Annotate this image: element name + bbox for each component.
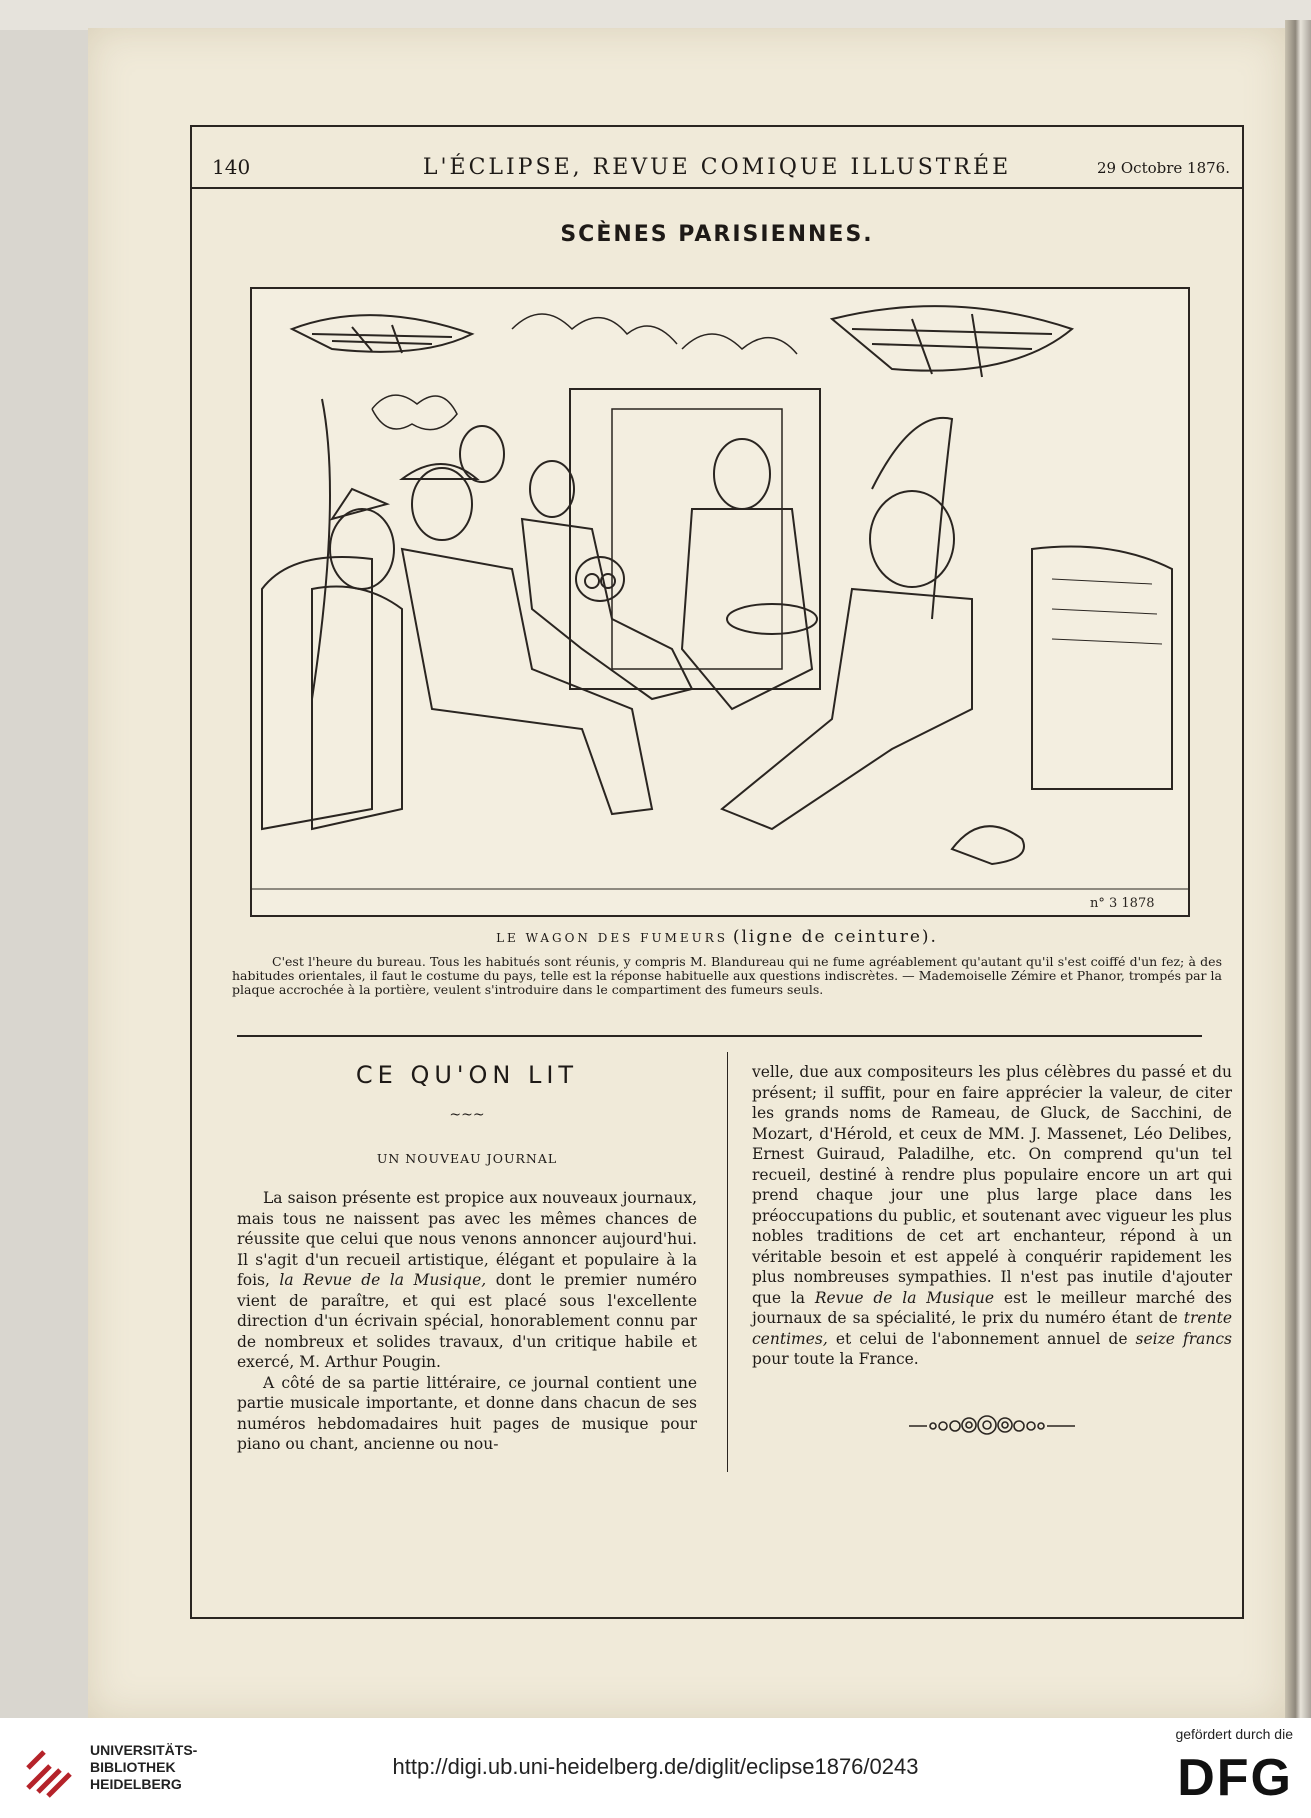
- funding-note: gefördert durch die: [1175, 1726, 1293, 1742]
- caption-description: C'est l'heure du bureau. Tous les habitués sont réunis, y compris M. Blandureau qui ne fume agréablement qu'autant qu'il s'est coiffé d'un fez; à des habitudes orientales, il faut le costume du pays, telle est la réponse habituelle aux questions indiscrètes. — Mademoiselle Zémire et Phanor, trompés par la plaque accrochée à la portière, veulent s'introduire dans le compartiment des fumeurs seuls.: [232, 954, 1222, 997]
- section-title: SCÈNES PARISIENNES.: [560, 222, 874, 247]
- end-ornament: [752, 1412, 1232, 1442]
- smoking-car-drawing: [252, 289, 1188, 915]
- dfg-logo: DFG: [1177, 1749, 1293, 1807]
- section-rule: [237, 1035, 1202, 1037]
- journal-title: L'ÉCLIPSE, REVUE COMIQUE ILLUSTRÉE: [422, 155, 1012, 180]
- issue-date: 29 Octobre 1876.: [1097, 159, 1230, 177]
- article-paragraph: velle, due aux compositeurs les plus célèbres du passé et du présent; il suffit, pour en faire apprécier la valeur, de citer les grands noms de Rameau, de Gluck, de Sacchini, de Mozart, d'Hérold, et ceux de MM. J. Massenet, Léo Delibes, Ernest Guiraud, Paladilhe, etc. On comprend qu'un tel recueil, destiné à rendre plus populaire encore un art qui prend chaque jour une plus large place dans les préoccupations du public, et soutenant avec vigueur les plus nobles traditions de cet art enchanteur, répond à un véritable besoin et est appelé à conquérir rapidement les plus nombreuses sympathies. Il n'est pas inutile d'ajouter que la Revue de la Musique est le meilleur marché des journaux de sa spécialité, le prix du numéro étant de trente centimes, et celui de l'abonnement annuel de seize francs pour toute la France.: [752, 1063, 1232, 1368]
- page-edge: [1285, 20, 1311, 1720]
- caption-subtitle: (ligne de ceinture).: [732, 927, 938, 947]
- cartoon-illustration: [250, 287, 1190, 917]
- article-paragraph: La saison présente est propice aux nouveaux journaux, mais tous ne naissent pas avec les mêmes chances de réussite que celui que nous venons annoncer aujourd'hui. Il s'agit d'un recueil artistique, élégant et populaire à la fois, la Revue de la Musique, dont le premier numéro vient de paraître, et qui est placé sous l'excellente direction d'un écrivain spécial, honorablement connu par de nombreux et solides travaux, d'un critique habile et exercé, M. Arthur Pougin.: [237, 1189, 697, 1371]
- swirl-ornament-icon: [907, 1412, 1077, 1438]
- library-name: UNIVERSITÄTS- BIBLIOTHEK HEIDELBERG: [90, 1742, 198, 1792]
- running-header: [192, 155, 1242, 187]
- article-paragraph: A côté de sa partie littéraire, ce journal contient une partie musicale importante, et donne dans chacun de ses numéros hebdomadaires huit pages de musique pour piano ou chant, ancienne ou nou-: [237, 1373, 697, 1453]
- illustration-caption: [192, 927, 1242, 947]
- journal-name-italic: la Revue de la Musique,: [279, 1271, 487, 1289]
- page-number: 140: [212, 155, 251, 179]
- header-rule: [190, 187, 1244, 189]
- page-frame: [190, 125, 1244, 1619]
- caption-title: LE WAGON DES FUMEURS: [496, 931, 729, 945]
- article-left-column: [237, 1057, 697, 1455]
- digitization-footer: [0, 1718, 1311, 1818]
- heading-squiggle: ~~~: [449, 1107, 485, 1123]
- column-rule: [727, 1052, 728, 1472]
- artist-signature: n° 3 1878: [1090, 896, 1155, 911]
- article-right-column: [752, 1062, 1232, 1442]
- article-heading: CE QU'ON LIT: [355, 1061, 579, 1089]
- source-url-link[interactable]: http://digi.ub.uni-heidelberg.de/diglit/eclipse1876/0243: [392, 1754, 919, 1779]
- article-subheading: UN NOUVEAU JOURNAL: [376, 1151, 558, 1166]
- scan-background: [0, 0, 1311, 30]
